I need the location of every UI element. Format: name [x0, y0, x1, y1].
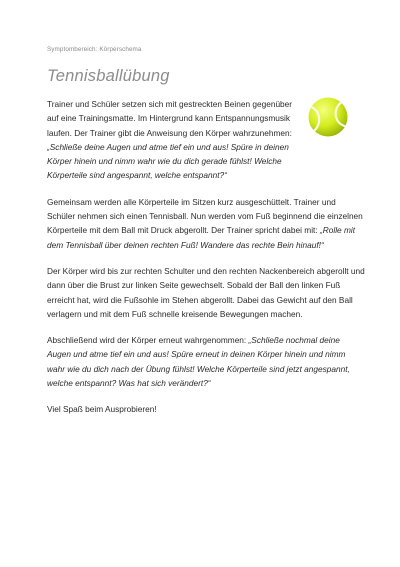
instruction-paragraph-4 [47, 333, 365, 390]
trainer-quote: „Schließe nochmal deine Augen und atme tief ein und aus! Spüre erneut in deinen Körper hinein und nimm wahr wie du dich nach der Übung fühlst! Welche Körperteile sind jetzt angespannt, welche entspannt? Was hat sich verändert?“ [47, 335, 350, 389]
paragraph-text: Der Körper wird bis zur rechten Schulter und den rechten Nackenbereich abgerollt und dann über die Brust zur linken Seite gewechselt. Sobald der Ball den linken Fuß erreicht hat, wird die Fußsohle im Stehen abgerollt. Dabei das Gewicht auf den Ball verlagern und mit dem Fuß schnelle kreisende Bewegungen machen. [47, 265, 365, 319]
symptom-category-label: Symptombereich: Körperschema [47, 46, 142, 53]
paragraph-text: Trainer und Schüler setzen sich mit gestreckten Beinen gegenüber auf eine Trainingsmatte. Im Hintergrund kann Entspannungsmusik laufen. Der Trainer gibt die Anweisung den Körper wahrzunehmen: [47, 99, 293, 138]
paragraph-text: Gemeinsam werden alle Körperteile im Sitzen kurz ausgeschüttelt. Trainer und Schüler nehmen sich einen Tennisball. Nun werden vom Fuß beginnend die einzelnen Körperteile mit dem Ball mit Druck abgerollt. Der Trainer spricht dabei mit: [47, 196, 363, 236]
exercise-description [47, 97, 365, 417]
instruction-paragraph-1 [47, 97, 305, 183]
closing-line: Viel Spaß beim Ausprobieren! [47, 404, 157, 415]
instruction-paragraph-3 [47, 264, 365, 321]
paragraph-text: Abschließend wird der Körper erneut wahrgenommen: [47, 335, 249, 346]
trainer-quote: „Schließe deine Augen und atme tief ein und aus! Spüre in deinen Körper hinein und nimm wahr wie du dich gerade fühlst! Welche Körperteile sind angespannt, welche entspannt?“ [47, 141, 289, 181]
page-title: Tennisballübung [47, 67, 170, 85]
instruction-paragraph-2 [47, 195, 365, 252]
trainer-quote: „Rolle mit dem Tennisball über deinen rechten Fuß! Wandere das rechte Bein hinauf!“ [47, 225, 356, 250]
